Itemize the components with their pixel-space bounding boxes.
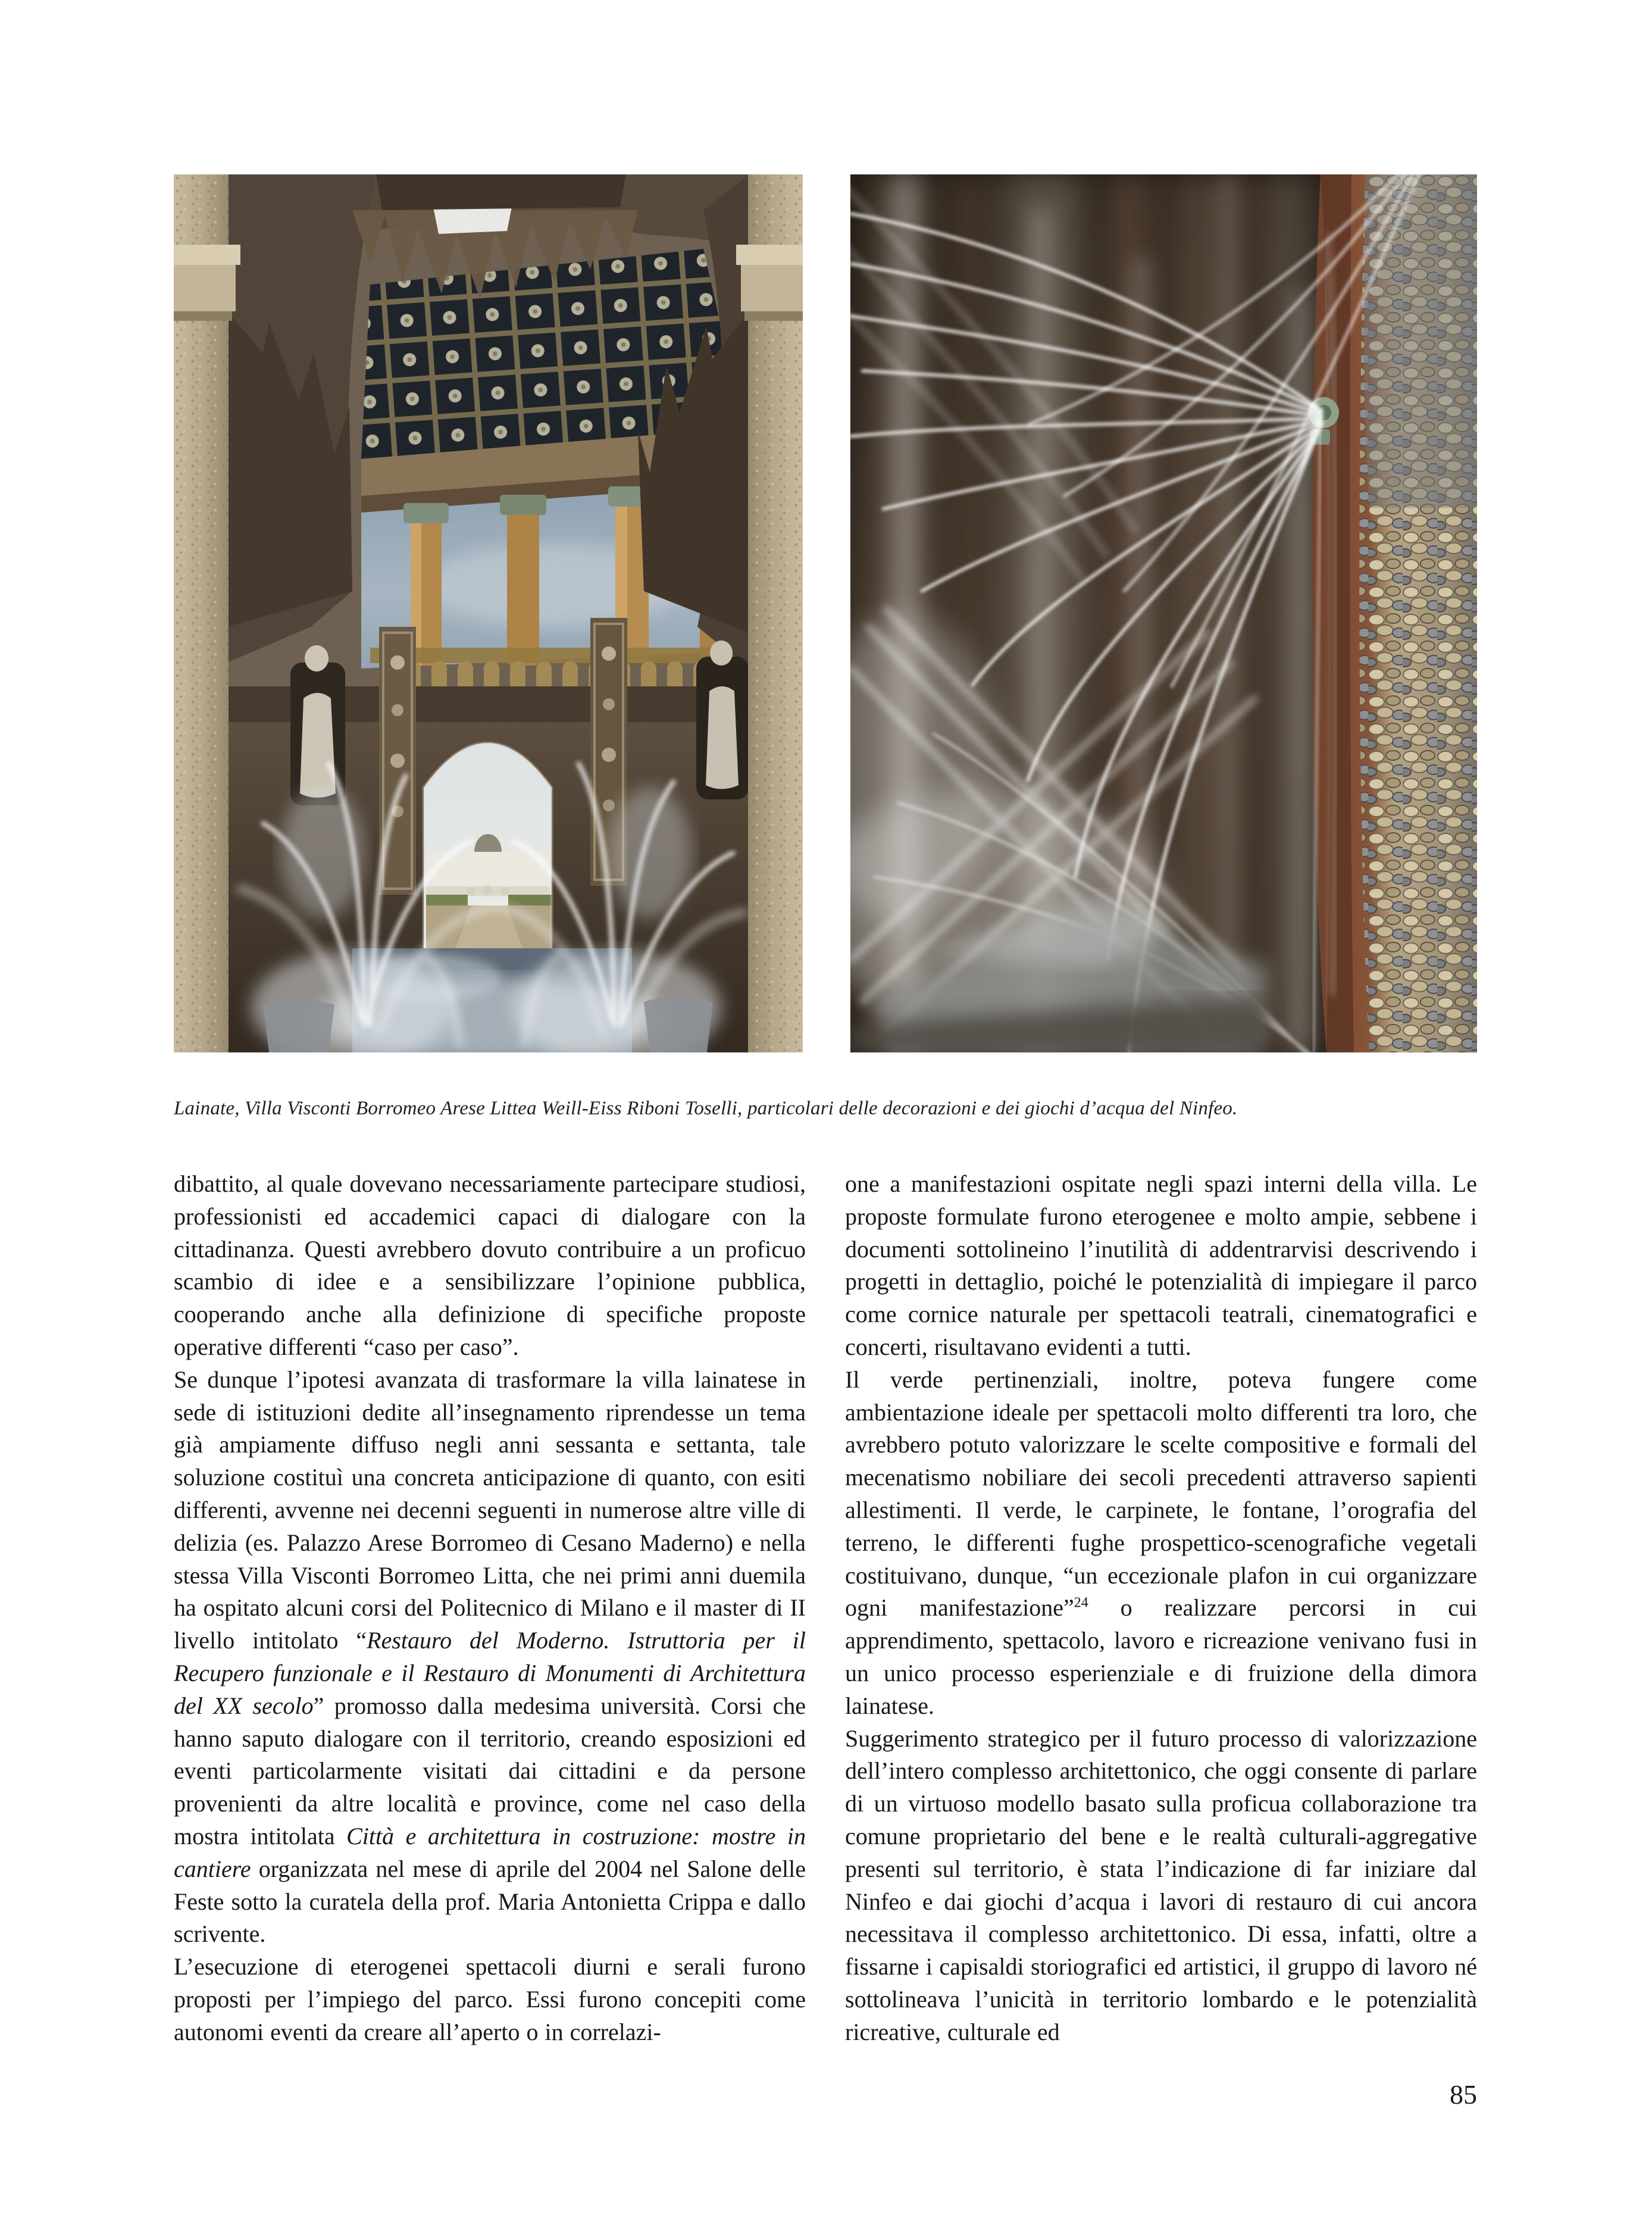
text-column-right (845, 1168, 1477, 2073)
page-number: 85 (1450, 2079, 1477, 2110)
paragraph: Se dunque l’ipotesi avanzata di trasformare la villa lainatese in sede di istituzioni dedite all’insegnamento riprendesse un tema già ampiamente diffuso negli anni sessanta e settanta, tale soluzione costituì una concreta anticipazione di quanto, con esiti differenti, avvenne nei decenni seguenti in numerose altre ville di delizia (es. Palazzo Arese Borromeo di Cesano Maderno) e nella stessa Villa Visconti Borromeo Litta, che nei primi anni duemila ha ospitato alcuni corsi del Politecnico di Milano e il master di II livello intitolato “Restauro del Moderno. Istruttoria per il Recupero funzionale e il Restauro di Monumenti di Architettura del XX secolo” promosso dalla medesima università. Corsi che hanno saputo dialogare con il territorio, creando esposizioni ed eventi particolarmente visitati dai cittadini e da persone provenienti da altre località e province, come nel caso della mostra intitolata Città e architettura in costruzione: mostre in cantiere organizzata nel mese di aprile del 2004 nel Salone delle Feste sotto la curatela della prof. Maria Antonietta Crippa e dallo scrivente. (174, 1366, 806, 1948)
pebble-wall (1312, 174, 1477, 1052)
article-body (174, 1168, 1477, 2073)
paragraph: Il verde pertinenziali, inoltre, poteva fungere come ambientazione ideale per spettacoli molto differenti tra loro, che avrebbero potuto valorizzare le scelte compositive e formali del mecenatismo nobiliare dei secoli precedenti attraverso sapienti allestimenti. Il verde, le carpinete, le fontane, l’orografia del terreno, le differenti fughe prospettico-scenografiche vegetali costituivano, dunque, “un eccezionale plafon in cui organizzare ogni manifestazione”$^{24}$ o realizzare percorsi in cui apprendimento, spettacolo, lavoro e ricreazione venivano fusi in un unico processo esperienziale e di fruizione della dimora lainatese. (845, 1366, 1477, 1719)
text-column-left (174, 1168, 806, 2073)
paragraph: dibattito, al quale dovevano necessariamente partecipare studiosi, professionisti ed accademici capaci di dialogare con la cittadinanza. Questi avrebbero dovuto contribuire a un proficuo scambio di idee e a sensibilizzare l’opinione pubblica, cooperando anche alla definizione di specifiche proposte operative differenti “caso per caso”. (174, 1170, 806, 1360)
right-photo-water-jets (850, 174, 1477, 1052)
figure-caption: Lainate, Villa Visconti Borromeo Arese Littea Weill-Eiss Riboni Toselli, particolari delle decorazioni e dei giochi d’acqua del Ninfeo. (174, 1098, 1238, 1119)
paragraph: Suggerimento strategico per il futuro processo di valorizzazione dell’intero complesso architettonico, che oggi consente di parlare di un virtuoso modello basato sulla proficua collaborazione tra comune proprietario del bene e le realtà culturali-aggregative presenti sul territorio, è stata l’indicazione di far iniziare dal Ninfeo e dai giochi d’acqua i lavori di restauro di cui ancora necessitava il complesso architettonico. Di essa, infatti, oltre a fissarne i capisaldi storiografici ed artistici, il gruppo di lavoro né sottolineava l’unicità in territorio lombardo e le potenzialità ricreative, culturale ed (845, 1724, 1477, 2045)
ninfeo-grotto-illustration (174, 174, 803, 1052)
water-jets-illustration (850, 174, 1477, 1052)
paragraph: L’esecuzione di eterogenei spettacoli diurni e serali furono proposti per l’impiego del parco. Essi furono concepiti come autonomi eventi da creare all’aperto o in correlazi- (174, 1953, 806, 2045)
left-photo-ninfeo-grotto (174, 174, 803, 1052)
paragraph: one a manifestazioni ospitate negli spazi interni della villa. Le proposte formulate furono eterogenee e molto ampie, sebbene i documenti sottolineino l’inutilità di addentrarvisi descrivendo i progetti in dettaglio, poiché le potenzialità di impiegare il parco come cornice naturale per spettacoli teatrali, cinematografici e concerti, risultavano evidenti a tutti. (845, 1170, 1477, 1360)
